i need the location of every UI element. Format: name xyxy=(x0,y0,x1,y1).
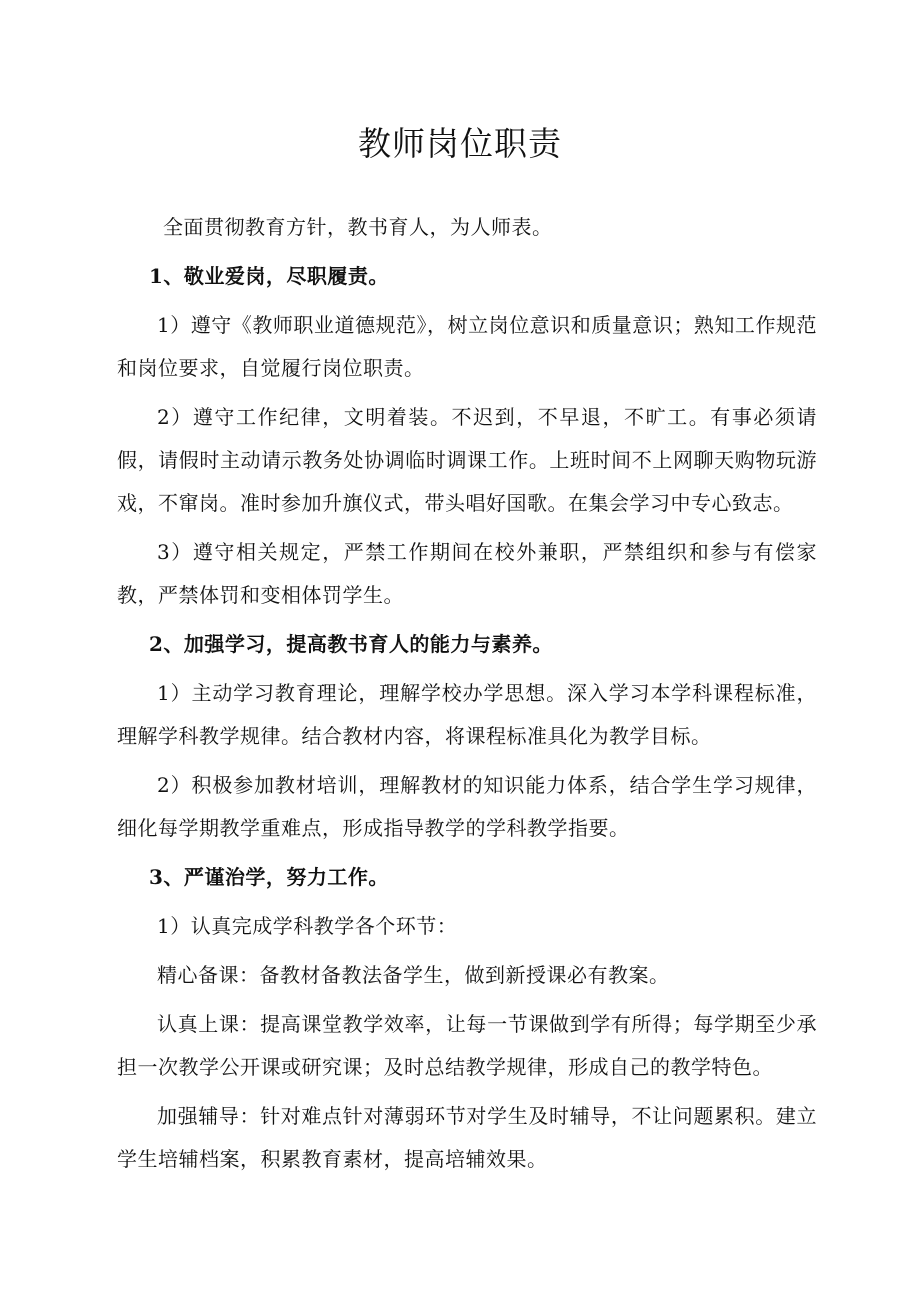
section-3-paragraph-2: 精心备课：备教材备教法备学生，做到新授课必有教案。 xyxy=(157,963,670,987)
document-title: 教师岗位职责 xyxy=(358,124,562,163)
section-2-paragraph-2: 2）积极参加教材培训，理解教材的知识能力体系，结合学生学习规律，细化每学期教学重难点，形成指导教学的学科教学指要。 xyxy=(117,773,817,840)
section-1-paragraph-1: 1）遵守《教师职业道德规范》，树立岗位意识和质量意识；熟知工作规范和岗位要求，自觉履行岗位职责。 xyxy=(117,313,817,380)
section-3-paragraph-1: 1）认真完成学科教学各个环节： xyxy=(157,914,458,938)
section-1-paragraph-2: 2）遵守工作纪律，文明着装。不迟到，不早退，不旷工。有事必须请假，请假时主动请示教务处协调临时调课工作。上班时间不上网聊天购物玩游戏，不窜岗。准时参加升旗仪式，带头唱好国歌。在集会学习中专心致志。 xyxy=(117,405,817,515)
section-1-paragraph-3: 3）遵守相关规定，严禁工作期间在校外兼职，严禁组织和参与有偿家教，严禁体罚和变相体罚学生。 xyxy=(117,540,817,607)
intro-paragraph: 全面贯彻教育方针，教书育人，为人师表。 xyxy=(163,215,553,239)
section-2-heading: 2、加强学习，提高教书育人的能力与素养。 xyxy=(149,632,553,656)
section-3-heading: 3、严谨治学，努力工作。 xyxy=(149,865,389,889)
section-3-paragraph-3: 认真上课：提高课堂教学效率，让每一节课做到学有所得；每学期至少承担一次教学公开课或研究课；及时总结教学规律，形成自己的教学特色。 xyxy=(117,1012,817,1079)
document-body xyxy=(117,206,817,1187)
section-1-heading: 1、敬业爱岗，尽职履责。 xyxy=(149,264,389,288)
section-3-paragraph-4: 加强辅导：针对难点针对薄弱环节对学生及时辅导，不让问题累积。建立学生培辅档案，积累教育素材，提高培辅效果。 xyxy=(117,1104,817,1171)
section-2-paragraph-1: 1）主动学习教育理论，理解学校办学思想。深入学习本学科课程标准，理解学科教学规律。结合教材内容，将课程标准具化为教学目标。 xyxy=(117,681,817,748)
